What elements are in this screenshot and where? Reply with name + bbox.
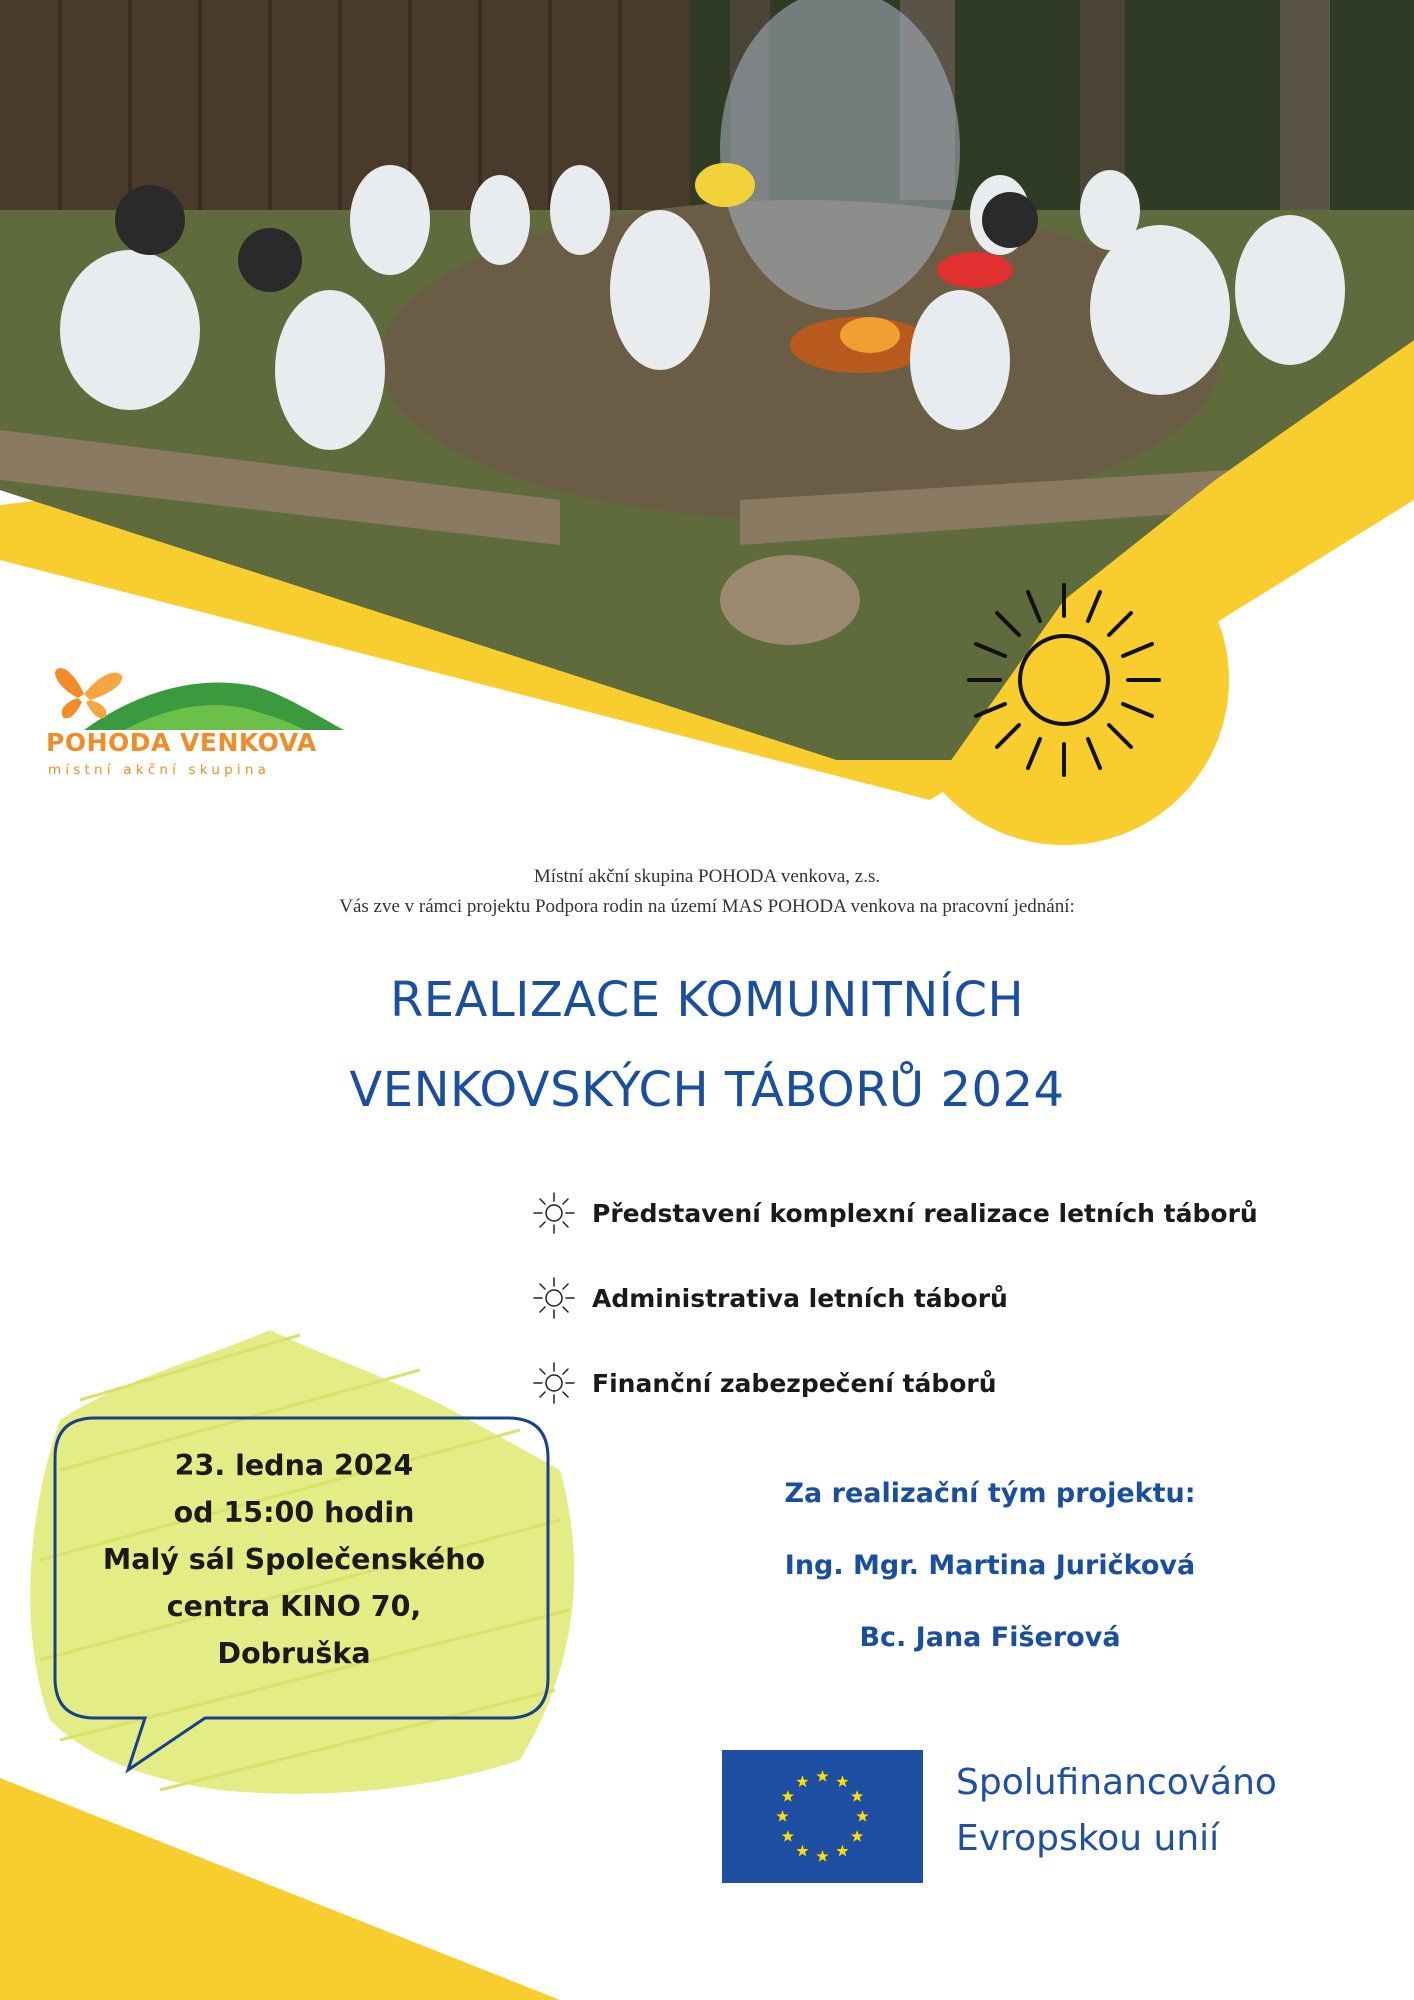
agenda-item-text: Administrativa letních táborů — [592, 1283, 1008, 1313]
eu-star — [836, 1845, 848, 1857]
eu-stars — [722, 1750, 923, 1883]
team-heading: Za realizační tým projektu: — [784, 1478, 1196, 1509]
event-date: 23. ledna 2024 — [174, 1449, 414, 1482]
event-details — [58, 1442, 530, 1677]
eu-star — [796, 1845, 808, 1857]
intro-line-invitation: Vás zve v rámci projektu Podpora rodin na území MAS POHODA venkova na pracovní jednání: — [339, 896, 1075, 917]
eu-star — [816, 1770, 828, 1782]
eu-star — [856, 1810, 868, 1822]
agenda-item-text: Finanční zabezpečení táborů — [592, 1368, 997, 1398]
eu-star — [782, 1790, 794, 1802]
eu-star — [816, 1850, 828, 1862]
event-title-line2: VENKOVSKÝCH TÁBORŮ 2024 — [349, 1062, 1065, 1118]
eu-cofinanced-line2: Evropskou unií — [956, 1818, 1220, 1859]
event-title-line1: REALIZACE KOMUNITNÍCH — [389, 972, 1025, 1028]
eu-star — [851, 1790, 863, 1802]
event-place-line1: Malý sál Společenského — [102, 1543, 486, 1576]
eu-star — [836, 1775, 848, 1787]
eu-star — [851, 1830, 863, 1842]
event-city: Dobruška — [217, 1637, 371, 1670]
event-time: od 15:00 hodin — [173, 1496, 415, 1529]
event-place-line2: centra KINO 70, — [166, 1590, 422, 1623]
eu-flag-icon — [722, 1750, 923, 1883]
eu-star — [796, 1775, 808, 1787]
intro-line-organization: Místní akční skupina POHODA venkova, z.s. — [533, 866, 881, 887]
eu-star — [782, 1830, 794, 1842]
eu-star — [776, 1810, 788, 1822]
logo-tagline: místní akční skupina — [48, 762, 271, 778]
logo-title: POHODA VENKOVA — [46, 728, 317, 757]
eu-cofinanced-line1: Spolufinancováno — [956, 1762, 1277, 1803]
team-member: Ing. Mgr. Martina Juričková — [784, 1550, 1196, 1581]
team-member: Bc. Jana Fišerová — [859, 1622, 1121, 1653]
agenda-item-text: Představení komplexní realizace letních táborů — [592, 1198, 1258, 1228]
